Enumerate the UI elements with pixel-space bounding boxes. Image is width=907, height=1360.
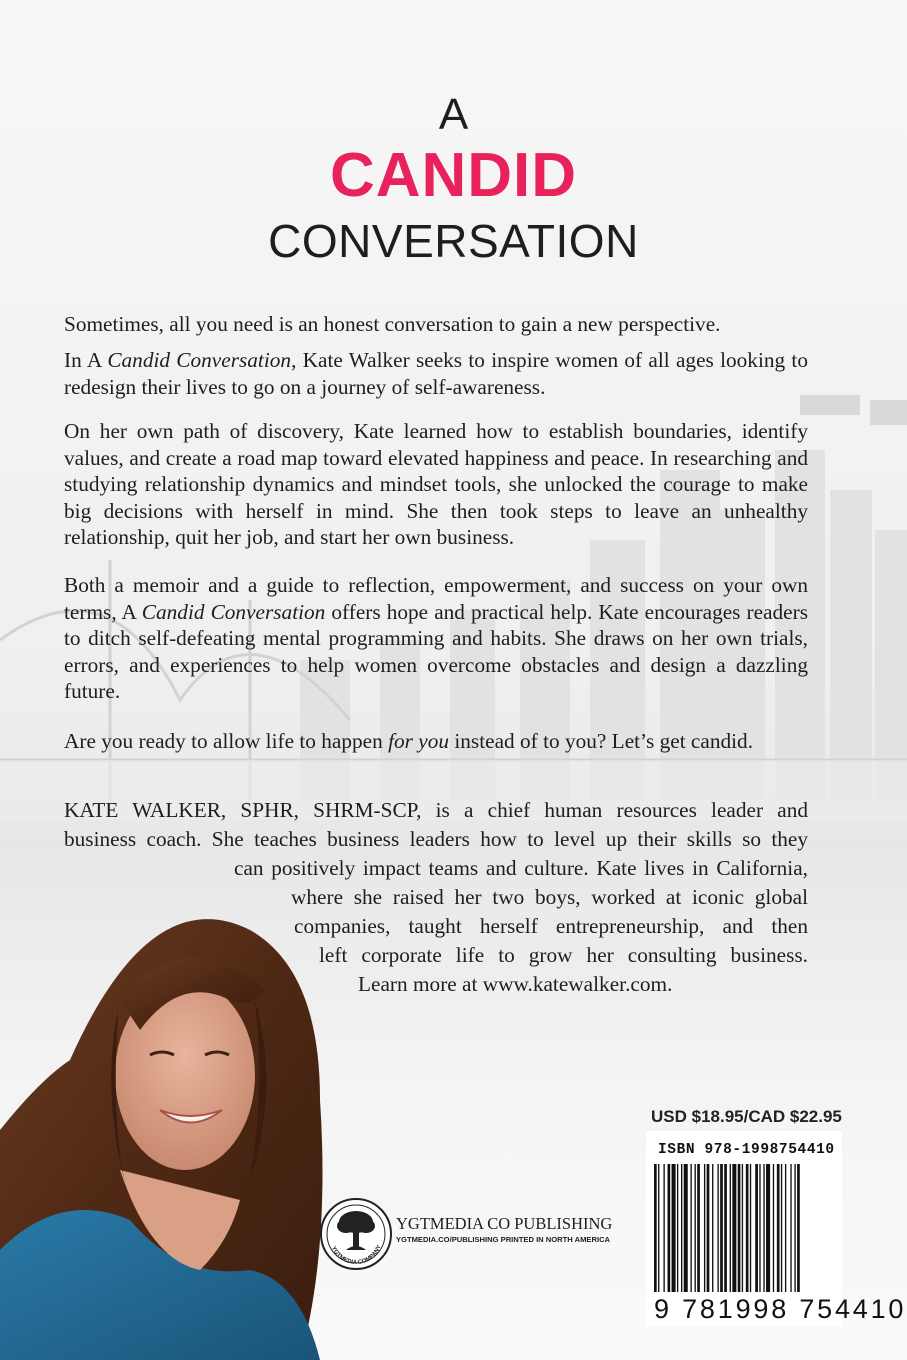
title-conversation: CONVERSATION <box>268 215 639 267</box>
publisher-subline: YGTMEDIA.CO/PUBLISHING PRINTED IN NORTH AMERICA <box>396 1235 611 1244</box>
blurb-paragraph-3: On her own path of discovery, Kate learned how to establish boundaries, identify values, and create a road map toward elevated happiness and peace. In researching and studying relationship dynamics and mindset tools, she unlocked the courage to make big decisions with herself in mind. She then took steps to leave an unhealthy relationship, quit her job, and start her own business. <box>64 419 808 549</box>
title-line-a: A <box>438 90 469 139</box>
author-bio-line: can positively impact teams and culture. Kate lives in California, <box>234 856 808 880</box>
barcode-digits: 9 781998 754410 <box>654 1294 907 1324</box>
emphasis-italic: for you <box>388 729 450 753</box>
book-title-italic: Candid Conversation <box>141 599 326 624</box>
author-bio-line: companies, taught herself entrepreneurship, and then <box>294 914 808 938</box>
blurb-paragraph-1: Sometimes, all you need is an honest conversation to gain a new perspective. <box>64 312 721 336</box>
blurb-paragraph-2: In A Candid Conversation, Kate Walker seeks to inspire women of all ages looking to redesign their lives to go on a journey of self-awareness. <box>64 348 808 399</box>
author-bio-line: KATE WALKER, SPHR, SHRM-SCP, is a chief human resources leader and <box>64 798 808 822</box>
author-bio-line: left corporate life to grow her consulting business. <box>319 943 808 967</box>
publisher-name: YGTMEDIA CO PUBLISHING <box>396 1214 613 1233</box>
author-website-line: Learn more at www.katewalker.com. <box>358 972 673 996</box>
isbn-label: ISBN 978-1998754410 <box>658 1142 835 1158</box>
price-label: USD $18.95/CAD $22.95 <box>651 1107 842 1126</box>
title-candid: CANDID <box>329 141 578 210</box>
author-bio-line: where she raised her two boys, worked at iconic global <box>291 885 808 909</box>
author-bio-line: business coach. She teaches business leaders how to level up their skills so they <box>64 827 808 851</box>
blurb-paragraph-4: Both a memoir and a guide to reflection, empowerment, and success on your own terms, A Candid Conversation offers hope and practical help. Kate encourages readers to ditch self-defeating mental programming and habits. She draws on her own trials, errors, and experiences to help women overcome obstacles and design a dazzling future. <box>64 573 808 703</box>
logo-seal-text: YGTMEDIA COMPANY <box>329 1244 383 1267</box>
book-title-italic: Candid Conversation <box>107 348 292 372</box>
blurb-paragraph-5: Are you ready to allow life to happen for you instead of to you? Let’s get candid. <box>64 729 754 753</box>
